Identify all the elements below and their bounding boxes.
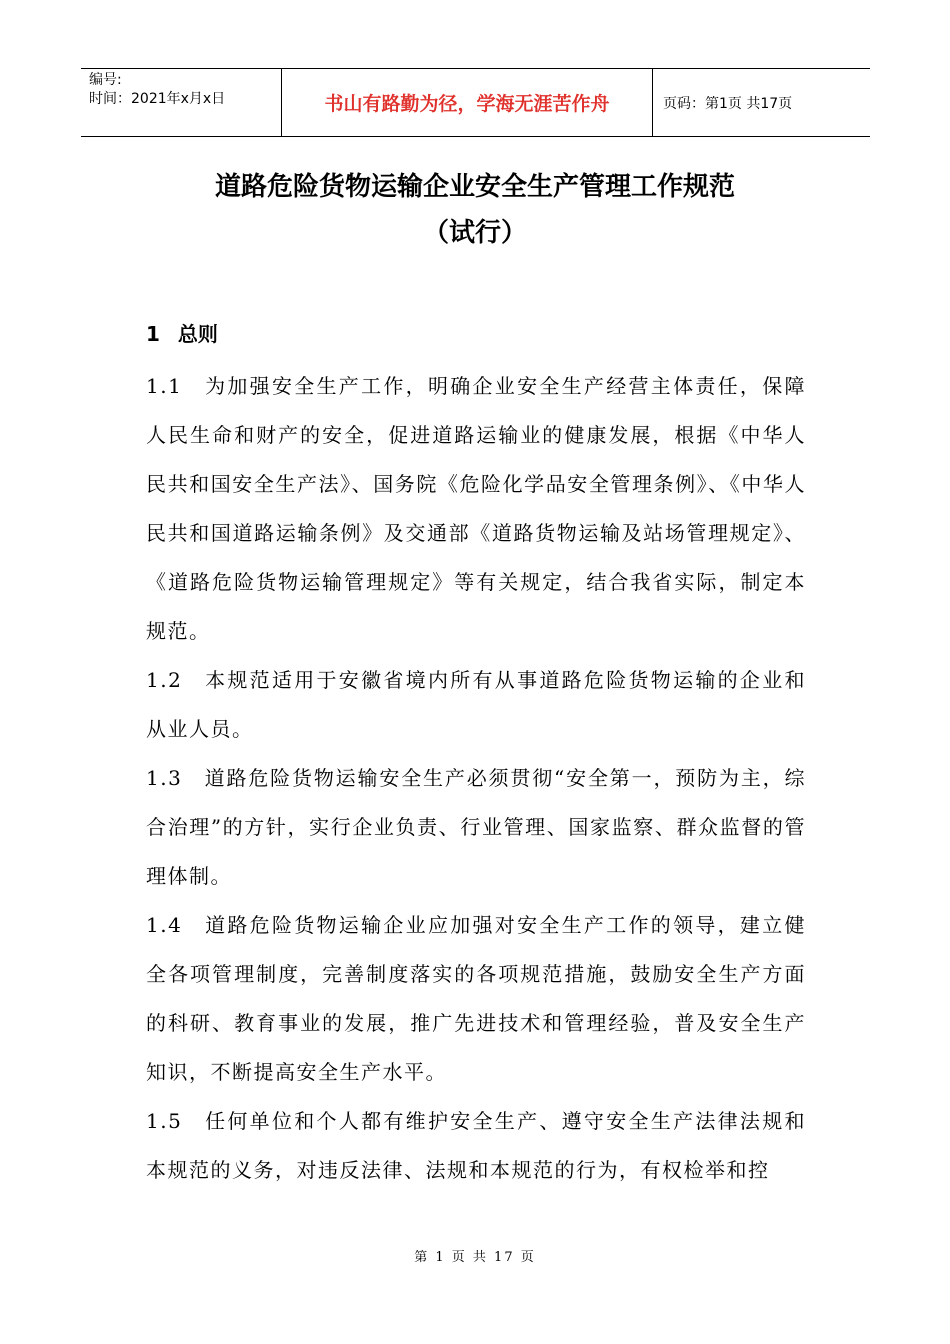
paragraph [146,656,806,754]
paragraph-number: 1.2 [146,668,183,692]
header-motto: 书山有路勤为径，学海无涯苦作舟 [281,69,653,136]
paragraph [146,362,806,656]
paragraph-text: 任何单位和个人都有维护安全生产、遵守安全生产法律法规和本规范的义务，对违反法律、法规和本规范的行为，有权检举和控 [146,1109,806,1182]
paragraph-text: 为加强安全生产工作，明确企业安全生产经营主体责任，保障人民生命和财产的安全，促进道路运输业的健康发展，根据《中华人民共和国安全生产法》、国务院《危险化学品安全管理条例》、《中华人民共和国道路运输条例》及交通部《道路货物运输及站场管理规定》、《道路危险货物运输管理规定》等有关规定，结合我省实际，制定本规范。 [146,374,806,643]
document-subtitle: （试行） [422,218,527,248]
document-header [81,68,870,137]
number-label: 编号: [89,72,122,88]
paragraph [146,754,806,901]
section-number: 1 [146,322,160,346]
paragraph-text: 道路危险货物运输企业应加强对安全生产工作的领导，建立健全各项管理制度，完善制度落实的各项规范措施，鼓励安全生产方面的科研、教育事业的发展，推广先进技术和管理经验，普及安全生产知识，不断提高安全生产水平。 [146,913,806,1084]
paragraph-number: 1.1 [146,374,183,398]
page-footer: 第 1 页 共 17 页 [414,1250,536,1265]
header-page-info: 页码：第1页 共17页 [663,95,793,112]
section-heading [146,318,218,347]
paragraph-number: 1.5 [146,1109,183,1133]
document-title: 道路危险货物运输企业安全生产管理工作规范 [214,172,735,202]
time-label: 时间：2021年x月x日 [89,91,226,107]
paragraph-text: 道路危险货物运输安全生产必须贯彻“安全第一，预防为主，综合治理”的方针，实行企业负责、行业管理、国家监察、群众监督的管理体制。 [146,766,806,888]
paragraph [146,901,806,1097]
header-meta [81,69,281,136]
document-body [146,362,806,1195]
paragraph-text: 本规范适用于安徽省境内所有从事道路危险货物运输的企业和从业人员。 [146,668,806,741]
paragraph [146,1097,806,1195]
section-title: 总则 [177,322,218,346]
paragraph-number: 1.3 [146,766,183,790]
paragraph-number: 1.4 [146,913,183,937]
